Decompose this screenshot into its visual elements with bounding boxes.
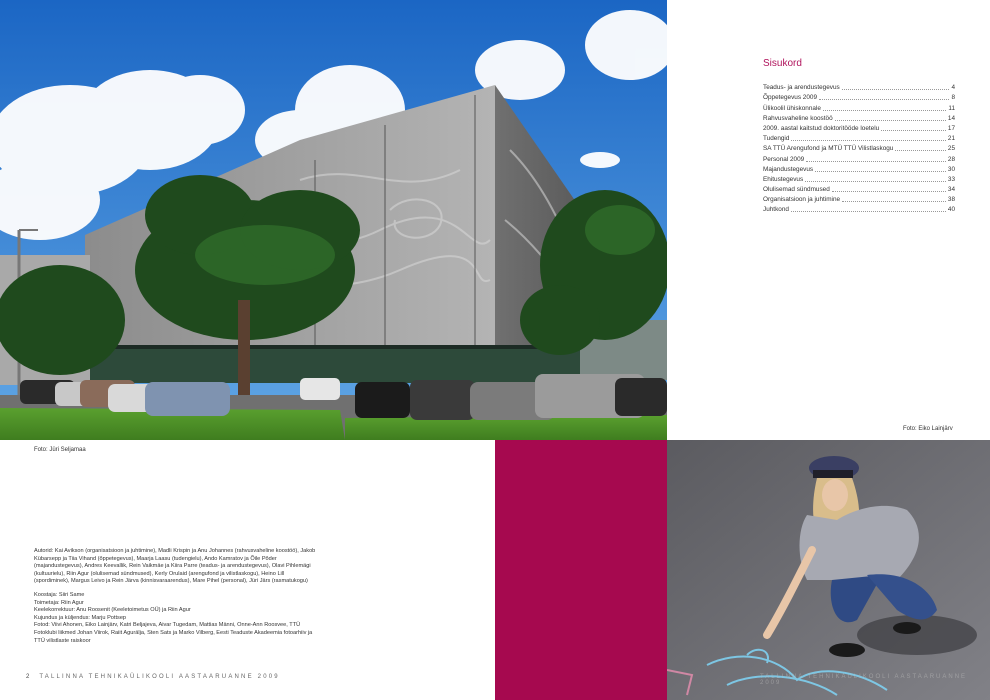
toc-entry[interactable] [763, 83, 955, 93]
toc-entry[interactable] [763, 103, 955, 113]
toc-entry[interactable] [763, 154, 955, 164]
photo-credit-right: Foto: Eiko Lainjärv [903, 426, 953, 432]
toc-leader-dots [842, 200, 946, 202]
toc-leader-dots [835, 119, 946, 121]
toc-leader-dots [805, 180, 946, 182]
magenta-panel [495, 440, 667, 700]
toc-entry-title: Majandustegevus [763, 165, 814, 173]
toc-entry-title: Organisatsioon ja juhtimine [763, 196, 841, 204]
toc-entry[interactable] [763, 134, 955, 144]
toc-leader-dots [806, 160, 946, 162]
toc-entry-title: Ülikoolil ühiskonnale [763, 104, 821, 112]
student-photo [667, 440, 990, 700]
toc-entry-page: 30 [947, 165, 955, 173]
toc-entry-title: Olulisemad sündmused [763, 186, 830, 194]
toc-leader-dots [842, 88, 950, 90]
toc-entry-page: 21 [947, 135, 955, 143]
toc-entry-title: Personal 2009 [763, 155, 805, 163]
page-footer-right: TALLINNA TEHNIKAÜLIKOOLI AASTAARUANNE 2009 [760, 674, 968, 686]
toc-title: Sisukord [763, 58, 802, 69]
toc-entry-page: 14 [947, 114, 955, 122]
toc-leader-dots [791, 139, 945, 141]
toc-entry-page: 17 [947, 124, 955, 132]
toc-leader-dots [881, 129, 946, 131]
page-footer-left [26, 674, 280, 680]
editorial-paragraph: Koostaja: Siiri Same Toimetaja: Riin Agur Keelekorrektuur: Anu Roosenit (Keeletoimetus OÜ) ja Riin Agur Kujundus ja küljendus: Marju Pottsep Fotod: Viivi Ahonen, Eiko Lainjärv, Katri Beljajeva, Aivar Tugedam, Mattias Männi, Onne-Ann Roosvee, TTÜ Fotoklubi liikmed Johan Viirok, Raiit Agurälja, Sten Sats ja Marko Vilberg, Eesti Teaduste Akadeemia fotoarhiiv ja TTÜ vilistlaste raiskoor [34, 591, 313, 644]
toc-entry-page: 28 [947, 155, 955, 163]
toc-leader-dots [815, 170, 946, 172]
toc-entry-title: Õppetegevus 2009 [763, 94, 818, 102]
toc-entry[interactable] [763, 205, 955, 215]
toc-entry-title: Ehitustegevus [763, 175, 804, 183]
toc-entry-page: 8 [951, 94, 955, 102]
footer-title: TALLINNA TEHNIKAÜLIKOOLI AASTAARUANNE 2009 [39, 674, 280, 680]
toc-entry-page: 11 [948, 104, 955, 112]
toc-leader-dots [895, 149, 946, 151]
authors-paragraph: Autorid: Kai Avikson (organisatsioon ja juhtimine), Madli Krispin ja Anu Johannes (rahvusvaheline koostöö), Jakob Kübarsepp ja Tiia Vihand (õppetegevus), Maarja Laasu (tudengielu), Ando Kamratov ja Õile Põder (majandustegevus), Andres Keevallik, Rein Vaikmäe ja Kiira Parre (teadus- ja arendustegevus), Olavi Pihlemägi (kultuurielu), Riin Agur (olulisemad sündmused), Kerly Orulaid (arengufond ja vilistlaskogu), Heino Lill (spordiminek), Margus Leivo ja Rein Järva (kinnisvaraarendus), Mare Pihel (personal), Jüri Järs (rasmatukogu) [34, 548, 316, 585]
toc-leader-dots [823, 109, 946, 111]
toc-entry-title: SA TTÜ Arengufond ja MTÜ TTÜ Vilistlaskogu [763, 145, 894, 153]
toc-entry-page: 4 [951, 84, 955, 92]
toc-entry[interactable] [763, 114, 955, 124]
toc-entry[interactable] [763, 124, 955, 134]
toc-entry-page: 38 [947, 196, 955, 204]
page-number: 2 [26, 674, 30, 680]
toc-entry[interactable] [763, 93, 955, 103]
toc-entry-title: Rahvusvaheline koostöö [763, 114, 833, 122]
toc-entry-page: 40 [947, 206, 955, 214]
toc-leader-dots [791, 210, 946, 212]
credits-block [34, 548, 319, 651]
toc-entry[interactable] [763, 144, 955, 154]
toc-list [763, 83, 955, 215]
toc-entry[interactable] [763, 175, 955, 185]
toc-entry[interactable] [763, 195, 955, 205]
toc-entry-page: 34 [947, 186, 955, 194]
toc-entry-page: 25 [947, 145, 955, 153]
toc-leader-dots [819, 98, 949, 100]
toc-entry-title: 2009. aastal kaitstud doktoritööde loetelu [763, 124, 880, 132]
toc-entry[interactable] [763, 165, 955, 175]
toc-entry-page: 33 [947, 175, 955, 183]
table-of-contents [763, 58, 955, 215]
photo-credit-left: Foto: Jüri Seljamaa [34, 447, 86, 453]
toc-entry-title: Tudengid [763, 135, 790, 143]
toc-entry-title: Juhtkond [763, 206, 789, 214]
toc-entry[interactable] [763, 185, 955, 195]
toc-leader-dots [832, 190, 946, 192]
toc-entry-title: Teadus- ja arendustegevus [763, 84, 840, 92]
building-photo [0, 0, 667, 440]
